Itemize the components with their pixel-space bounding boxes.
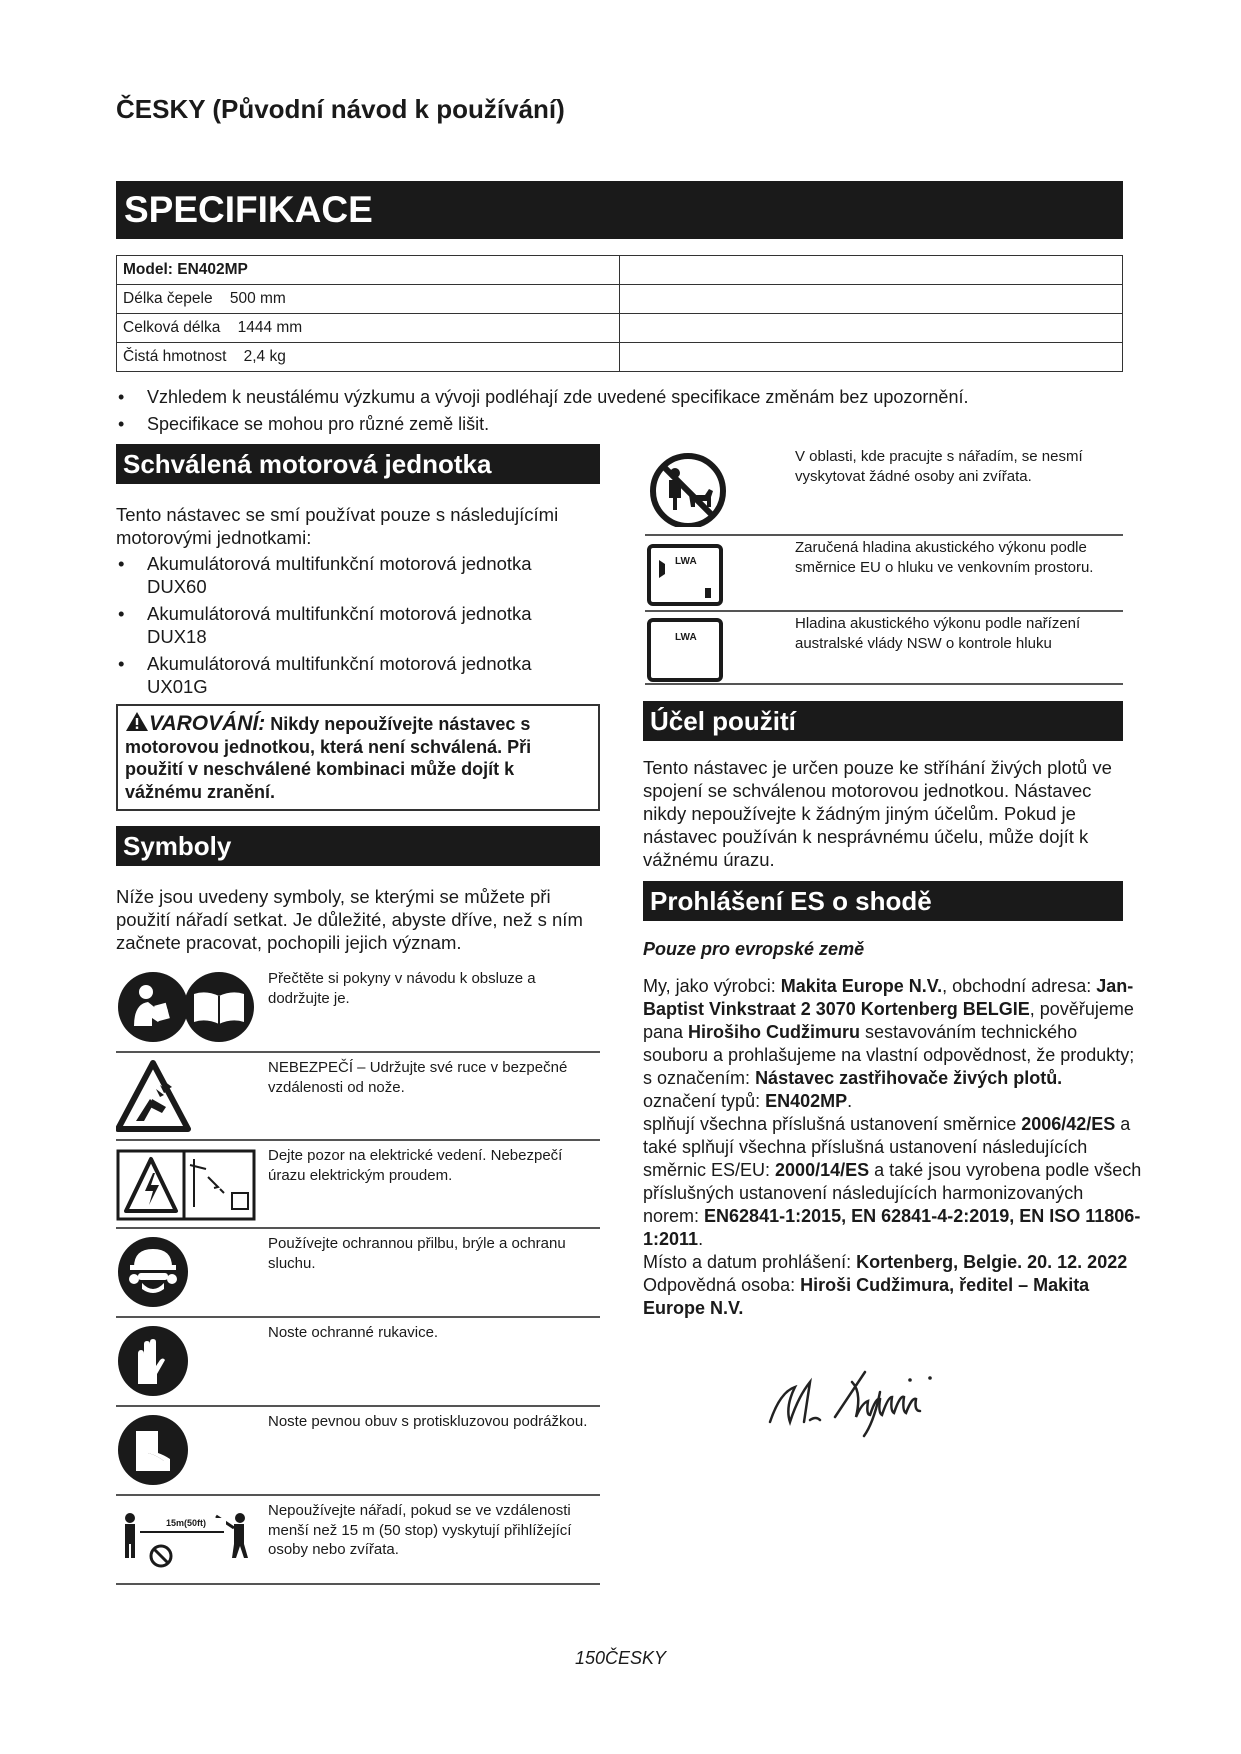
symbol-row (645, 534, 1123, 612)
symbol-text: Zaručená hladina akustického výkonu podle směrnice EU o hluku ve venkovním prostoru. (795, 539, 1094, 576)
decl-text: . (698, 1229, 704, 1249)
declaration-text (643, 975, 1143, 1320)
symbol-row (116, 1051, 600, 1141)
symbol-row (116, 1494, 600, 1585)
symbol-text: Dejte pozor na elektrické vedení. Nebezpečí úrazu elektrickým proudem. (268, 1147, 563, 1184)
purpose-text: Tento nástavec je určen pouze ke stříhání živých plotů ve spojení se schválenou motorovou jednotkou. Nástavec nikdy nepoužívejte k žádným jiným účelům. Pokud je nástavec používán k nesprávnému účelu, může dojít k vážnému úrazu. (643, 757, 1112, 870)
list-item: • Akumulátorová multifunkční motorová jednotka DUX60 (118, 553, 532, 597)
page-footer: 150ČESKY (574, 1648, 667, 1668)
decl-directive: 2000/14/ES (775, 1160, 870, 1180)
decl-text: označení typů: (643, 1091, 766, 1111)
list-item: • Akumulátorová multifunkční motorová jednotka DUX18 (118, 603, 532, 647)
spec-note-text: Vzhledem k neustálému výzkumu a vývoji podléhají zde uvedené specifikace změnám bez upozornění. (147, 387, 969, 407)
table-row (117, 285, 1123, 314)
symbol-row (116, 1316, 600, 1407)
spec-label: Model: EN402MP (117, 256, 620, 285)
spec-label: Délka čepele 500 mm (117, 285, 620, 314)
spec-value (620, 256, 1123, 285)
table-row (117, 343, 1123, 372)
symbol-text: NEBEZPEČÍ – Udržujte své ruce v bezpečné vzdálenosti od nože. (268, 1059, 568, 1096)
distance-15m-icon (116, 1502, 256, 1576)
symbol-row (116, 1227, 600, 1318)
unit-name: Akumulátorová multifunkční motorová jednotka (147, 603, 532, 624)
symbol-row (645, 443, 1123, 536)
spec-label: Čistá hmotnost 2,4 kg (117, 343, 620, 372)
approved-unit-intro: Tento nástavec se smí používat pouze s následujícími motorovými jednotkami: (116, 504, 559, 548)
decl-directive: 2006/42/ES (1021, 1114, 1116, 1134)
lwa-label: LWA (675, 632, 697, 643)
unit-model: DUX60 (147, 576, 207, 597)
gloves-icon (116, 1324, 256, 1398)
symbol-text: Hladina akustického výkonu podle nařízení australské vlády NSW o kontrole hluku (795, 615, 1081, 652)
decl-text: sestavováním technického souboru a prohlašujeme na vlastní odpovědnost, že produkty; (643, 1022, 1135, 1065)
unit-name: Akumulátorová multifunkční motorová jednotka (147, 653, 532, 674)
declaration-heading: Prohlášení ES o shodě (643, 881, 1123, 921)
symbol-row (116, 962, 600, 1053)
decl-place-date: Kortenberg, Belgie. 20. 12. 2022 (856, 1252, 1128, 1272)
decl-address: Jan-Baptist Vinkstraat 2 3070 Kortenberg BELGIE (643, 976, 1134, 1019)
unit-model: UX01G (147, 676, 208, 697)
list-item: • Specifikace se mohou pro různé země lišit. (118, 414, 490, 434)
symbols-intro: Níže jsou uvedeny symboly, se kterými se můžete při použití nářadí setkat. Je důležité, abyste dříve, než s ním začnete pracovat, pochopili jejich význam. (116, 886, 583, 953)
list-item: • Vzhledem k neustálému výzkumu a vývoji podléhají zde uvedené specifikace změnám bez upozornění. (118, 387, 969, 407)
distance-label: 15m(50ft) (146, 1518, 226, 1528)
decl-type: EN402MP (765, 1091, 848, 1111)
decl-text: s označením: (643, 1068, 756, 1088)
spec-value (620, 343, 1123, 372)
symbol-text: Noste pevnou obuv s protiskluzovou podrážkou. (268, 1413, 588, 1430)
decl-standards: EN62841-1:2015, EN 62841-4-2:2019, EN ISO 11806-1:2011 (643, 1206, 1141, 1249)
read-manual-icon (116, 970, 256, 1044)
decl-person: Hirošiho Cudžimuru (688, 1022, 861, 1042)
unit-name: Akumulátorová multifunkční motorová jednotka (147, 553, 532, 574)
warning-triangle-icon (125, 711, 149, 732)
spec-note-text: Specifikace se mohou pro různé země lišit. (147, 414, 490, 434)
decl-text: , pověřujeme pana (643, 999, 1134, 1042)
spec-value (620, 314, 1123, 343)
safety-boots-icon (116, 1413, 256, 1487)
table-row (117, 314, 1123, 343)
unit-model: DUX18 (147, 626, 207, 647)
symbol-row (116, 1405, 600, 1496)
list-item: • Akumulátorová multifunkční motorová jednotka UX01G (118, 653, 532, 697)
approved-unit-heading: Schválená motorová jednotka (116, 444, 600, 484)
decl-responsible: Hiroši Cudžimura, ředitel – Makita Europe N.V. (643, 1275, 1090, 1318)
symbol-text: Přečtěte si pokyny v návodu k obsluze a dodržujte je. (268, 970, 536, 1007)
symbol-text: V oblasti, kde pracujte s nářadím, se nesmí vyskytovat žádné osoby ani zvířata. (795, 448, 1083, 485)
warning-label: VAROVÁNÍ: (149, 712, 266, 735)
symbol-text: Nepoužívejte nářadí, pokud se ve vzdálenosti menší než 15 m (50 stop) vyskytují přihlížející osoby nebo zvířata. (268, 1502, 572, 1558)
spec-value (620, 285, 1123, 314)
symbol-row (645, 610, 1123, 685)
symbols-heading: Symboly (116, 826, 600, 866)
decl-text: a také jsou vyrobena podle všech příslušných ustanovení následujících harmonizovaných norem: (643, 1160, 1142, 1226)
sound-power-eu-icon (645, 538, 735, 618)
decl-text: splňují všechna příslušná ustanovení směrnice (643, 1114, 1022, 1134)
decl-text: Odpovědná osoba: (643, 1275, 801, 1295)
decl-text: Místo a datum prohlášení: (643, 1252, 857, 1272)
spec-notes (116, 384, 1126, 438)
warning-box (116, 704, 600, 811)
purpose-heading: Účel použití (643, 701, 1123, 741)
decl-company: Makita Europe N.V. (780, 976, 943, 996)
decl-designation: Nástavec zastřihovače živých plotů. (755, 1068, 1063, 1088)
decl-text: , obchodní adresa: (942, 976, 1097, 996)
table-row (117, 256, 1123, 285)
symbol-text: Noste ochranné rukavice. (268, 1324, 439, 1341)
decl-text: My, jako výrobci: (643, 976, 781, 996)
no-bystanders-animals-icon (645, 447, 735, 527)
page-title: ČESKY (Původní návod k používání) (116, 94, 565, 124)
lwa-label: LWA (675, 556, 697, 567)
declaration-subheading: Pouze pro evropské země (643, 939, 865, 959)
electric-lines-icon (116, 1147, 256, 1221)
decl-text: a také splňují všechna příslušná ustanovení následujících směrnic ES/EU: (643, 1114, 1131, 1180)
main-heading: SPECIFIKACE (116, 181, 1123, 239)
spec-label: Celková délka 1444 mm (117, 314, 620, 343)
decl-text: . (847, 1091, 853, 1111)
signature (760, 1362, 1010, 1442)
symbol-row (116, 1139, 600, 1229)
approved-unit-list (116, 552, 606, 702)
hand-blade-danger-icon (116, 1059, 256, 1133)
helmet-goggles-earmuffs-icon (116, 1235, 256, 1309)
sound-power-nsw-icon (645, 614, 735, 694)
warning-text: Nikdy nepoužívejte nástavec s motorovou jednotkou, která není schválená. Při použití v neschválené kombinaci může dojít k vážnému zranění. (125, 714, 532, 802)
spec-table (116, 255, 1123, 372)
symbol-text: Používejte ochrannou přilbu, brýle a ochranu sluchu. (268, 1235, 566, 1272)
